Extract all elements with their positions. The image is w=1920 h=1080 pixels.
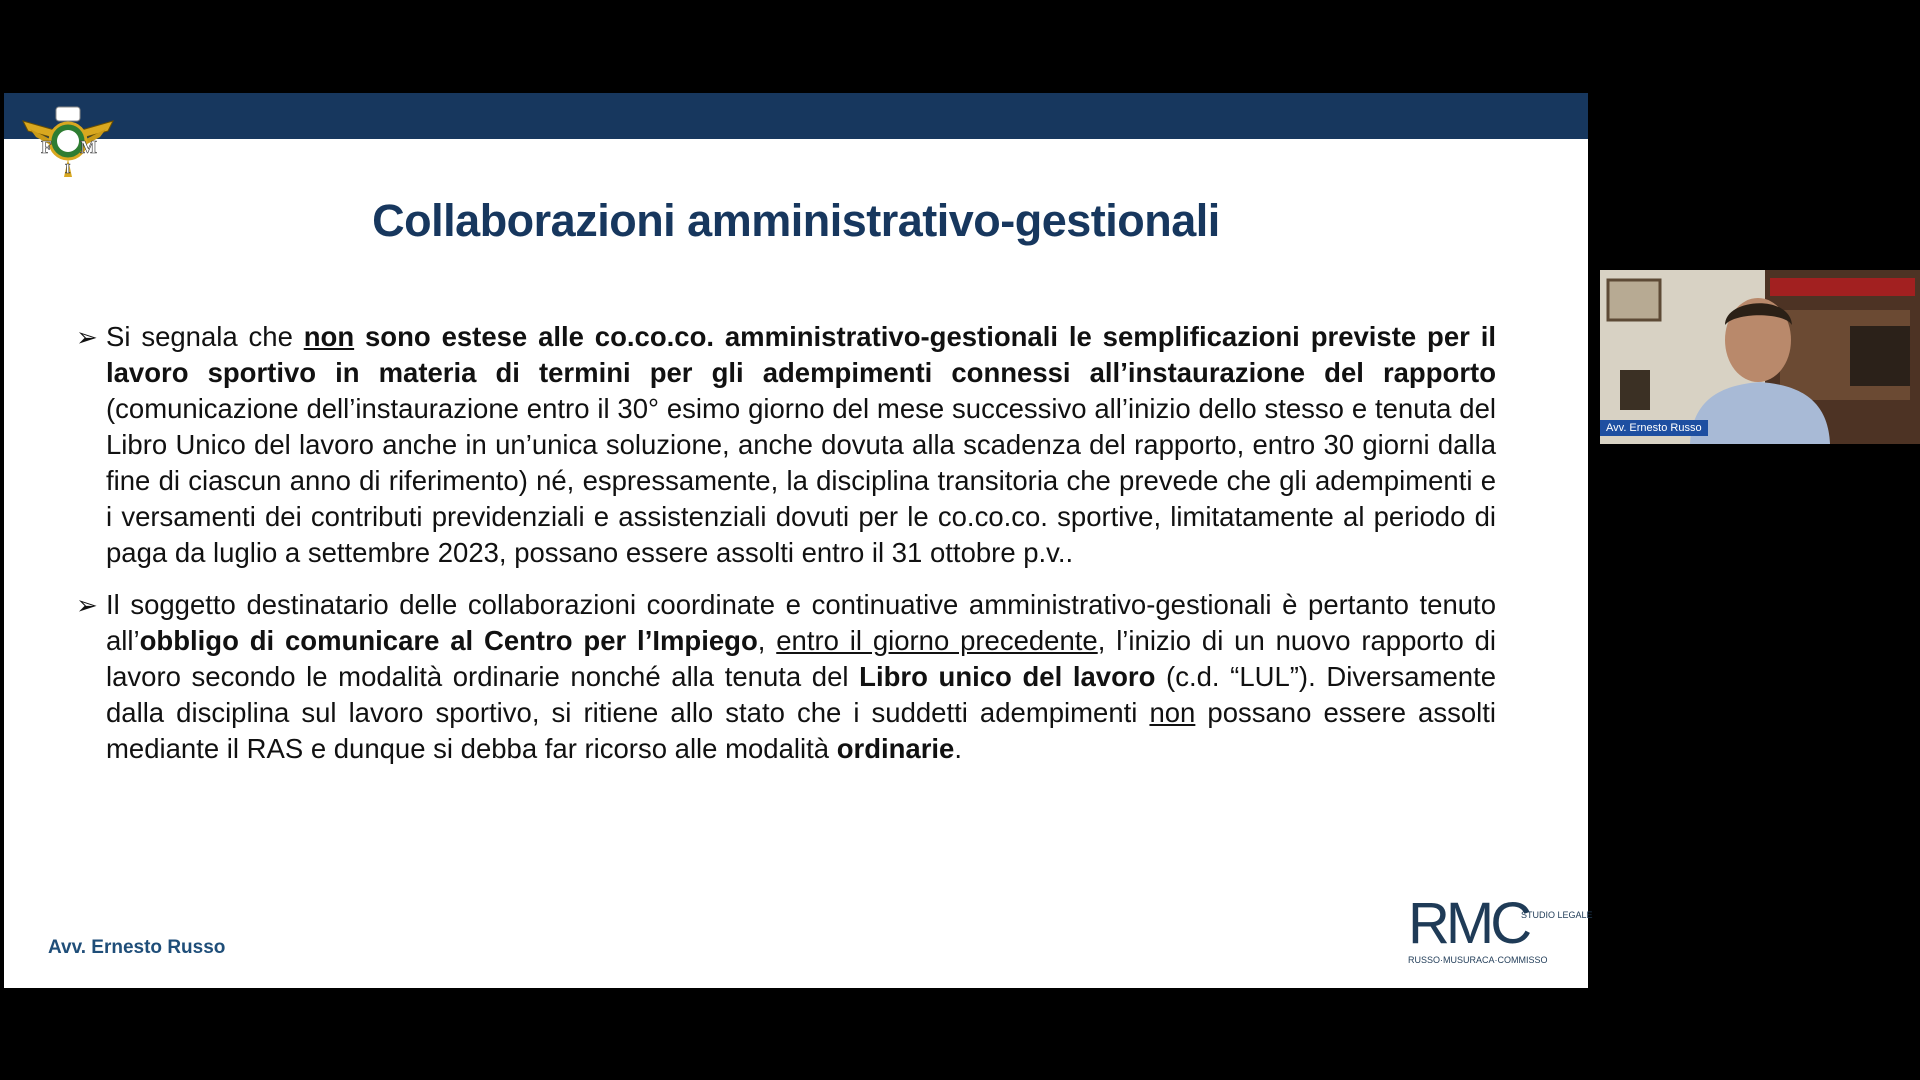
p2-text-4: possano essere assolti mediante il RAS e dunque si debba far ricorso alle modalità [106,697,1496,764]
video-frame [1600,270,1920,444]
p2-sep: , [757,625,777,656]
svg-text:I: I [65,162,71,177]
p1-non: non [303,321,355,352]
p2-text-2: , l’inizio di un nuovo rapporto di lavoro secondo le modalità ordinarie nonché alla tenuta del [106,625,1497,692]
bullet-arrow-icon: ➢ [76,322,98,352]
slide-body [76,319,1496,783]
p1-text: Si segnala che [106,321,304,352]
participant-name-tag: Avv. Ernesto Russo [1600,420,1708,436]
bullet-paragraph-1 [76,319,1496,571]
footer-author: Avv. Ernesto Russo [48,937,226,958]
rmc-logo-side: STUDIO LEGALE [1521,910,1593,920]
fmi-logo [18,99,118,183]
p2-bold-obbligo: obbligo di comunicare al Centro per l’Impiego [139,625,758,656]
bullet-arrow-icon: ➢ [76,590,98,620]
bullet-paragraph-2 [76,587,1496,767]
participant-video[interactable] [1600,270,1920,444]
p2-bold-ordinarie: ordinarie [836,733,955,764]
svg-text:M: M [80,137,97,157]
rmc-logo-main: RMC [1408,891,1529,956]
slide-header-bar [4,93,1588,139]
slide-title: Collaborazioni amministrativo-gestionali [372,195,1220,246]
p2-text: Il soggetto destinatario delle collaborazioni coordinate e continuative amministrativo-gestionali è pertanto tenuto all’ [106,589,1496,656]
p2-period: . [954,733,962,764]
p2-underline-giorno: entro il giorno precedente [776,625,1098,656]
p2-bold-libro: Libro unico del lavoro [859,661,1156,692]
rmc-logo [1408,891,1593,971]
p1-rest: (comunicazione dell’instaurazione entro il 30° esimo giorno del mese successivo all’inizio dello stesso e tenuta del Libro Unico del lavoro anche in un’unica soluzione, anche dovuta alla scadenza del rapporto, entro 30 giorni dalla fine di ciascun anno di riferimento) né, espressamente, la disciplina transitoria che prevede che gli adempimenti e i versamenti dei contributi previdenziali e assistenziali dovuti per le co.co.co. sportive, limitatamente al periodo di paga da luglio a settembre 2023, possano essere assolti entro il 31 ottobre p.v.. [106,393,1496,568]
p1-bold: sono estese alle co.co.co. amministrativo-gestionali le semplificazioni previste per il lavoro sportivo in materia di termini per gli adempimenti connessi all’instaurazione del rapporto [106,321,1496,388]
presentation-slide [4,93,1593,988]
svg-text:F: F [41,137,52,157]
rmc-logo-sub: RUSSO·MUSURACA·COMMISSO [1408,955,1548,965]
p2-text-3: (c.d. “LUL”). Diversamente dalla disciplina sul lavoro sportivo, si ritiene allo stato che i suddetti adempimenti [106,661,1497,728]
p2-underline-non: non [1149,697,1196,728]
